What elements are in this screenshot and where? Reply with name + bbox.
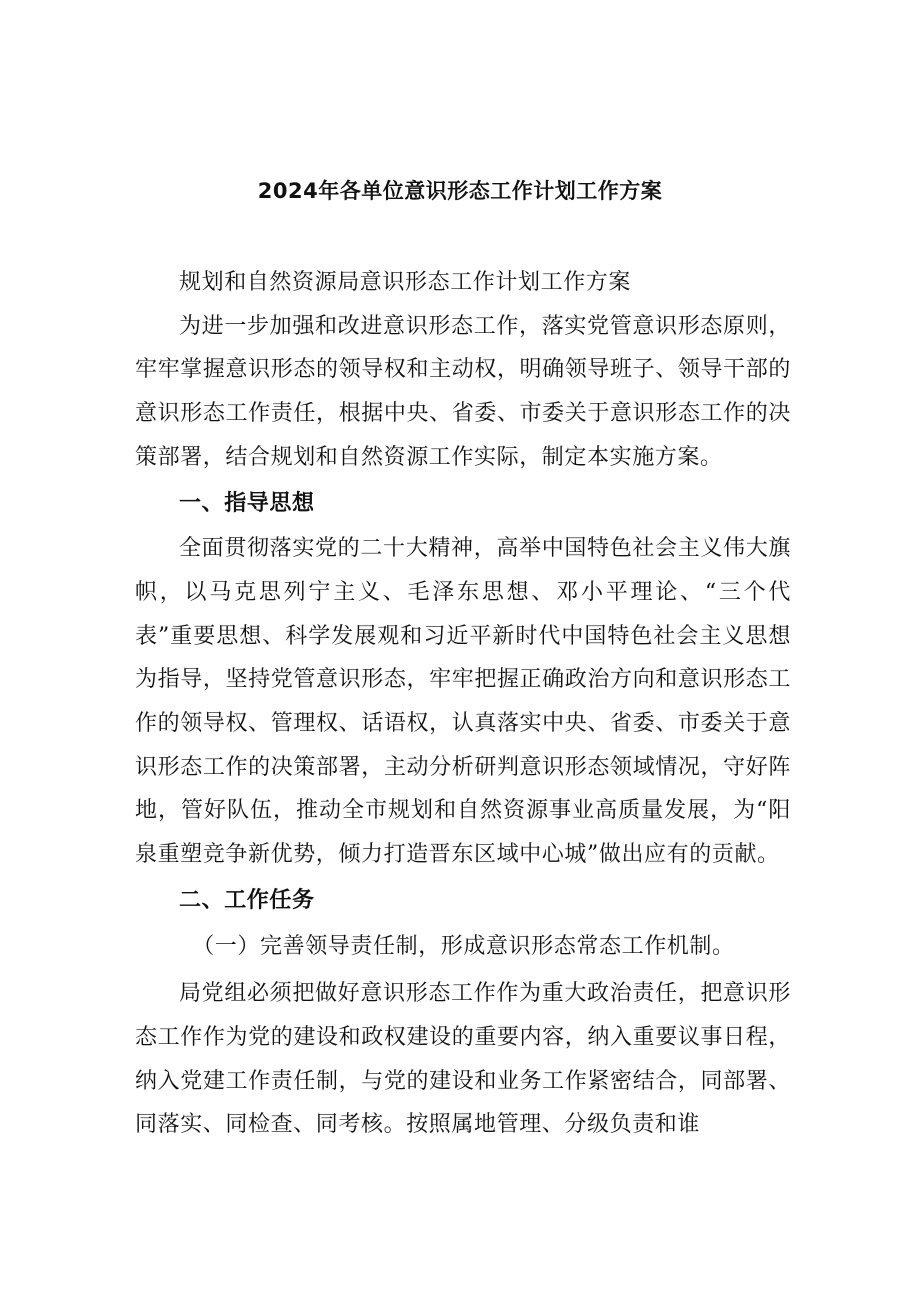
section-heading-work-tasks: 二、工作任务	[179, 887, 315, 913]
leadership-paragraph: 局党组必须把做好意识形态工作作为重大政治责任，把意识形态工作作为党的建设和政权建设的重要内容，纳入重要议事日程，纳入党建工作责任制，与党的建设和业务工作紧密结合，同部署、同落实、同检查、同考核。按照属地管理、分级负责和谁	[135, 981, 791, 1138]
guiding-ideology-paragraph: 全面贯彻落实党的二十大精神，高举中国特色社会主义伟大旗帜，以马克思列宁主义、毛泽东思想、邓小平理论、“三个代表”重要思想、科学发展观和习近平新时代中国特色社会主义思想为指导，坚持党管意识形态，牢牢把握正确政治方向和意识形态工作的领导权、管理权、话语权，认真落实中央、省委、市委关于意识形态工作的决策部署，主动分析研判意识形态领域情况，守好阵地，管好队伍，推动全市规划和自然资源事业高质量发展，为“阳泉重塑竞争新优势，倾力打造晋东区域中心城”做出应有的贡献。	[135, 536, 791, 868]
document-body	[135, 261, 791, 1147]
intro-paragraph: 为进一步加强和改进意识形态工作，落实党管意识形态原则，牢牢掌握意识形态的领导权和主动权，明确领导班子、领导干部的意识形态工作责任，根据中央、省委、市委关于意识形态工作的决策部署，结合规划和自然资源工作实际，制定本实施方案。	[135, 313, 791, 470]
document-title: 2024年各单位意识形态工作计划工作方案	[257, 179, 663, 203]
subsection-heading-leadership: （一）完善领导责任制，形成意识形态常态工作机制。	[192, 933, 735, 959]
section-heading-guiding-ideology: 一、指导思想	[179, 490, 315, 516]
subtitle-paragraph: 规划和自然资源局意识形态工作计划工作方案	[179, 270, 632, 295]
